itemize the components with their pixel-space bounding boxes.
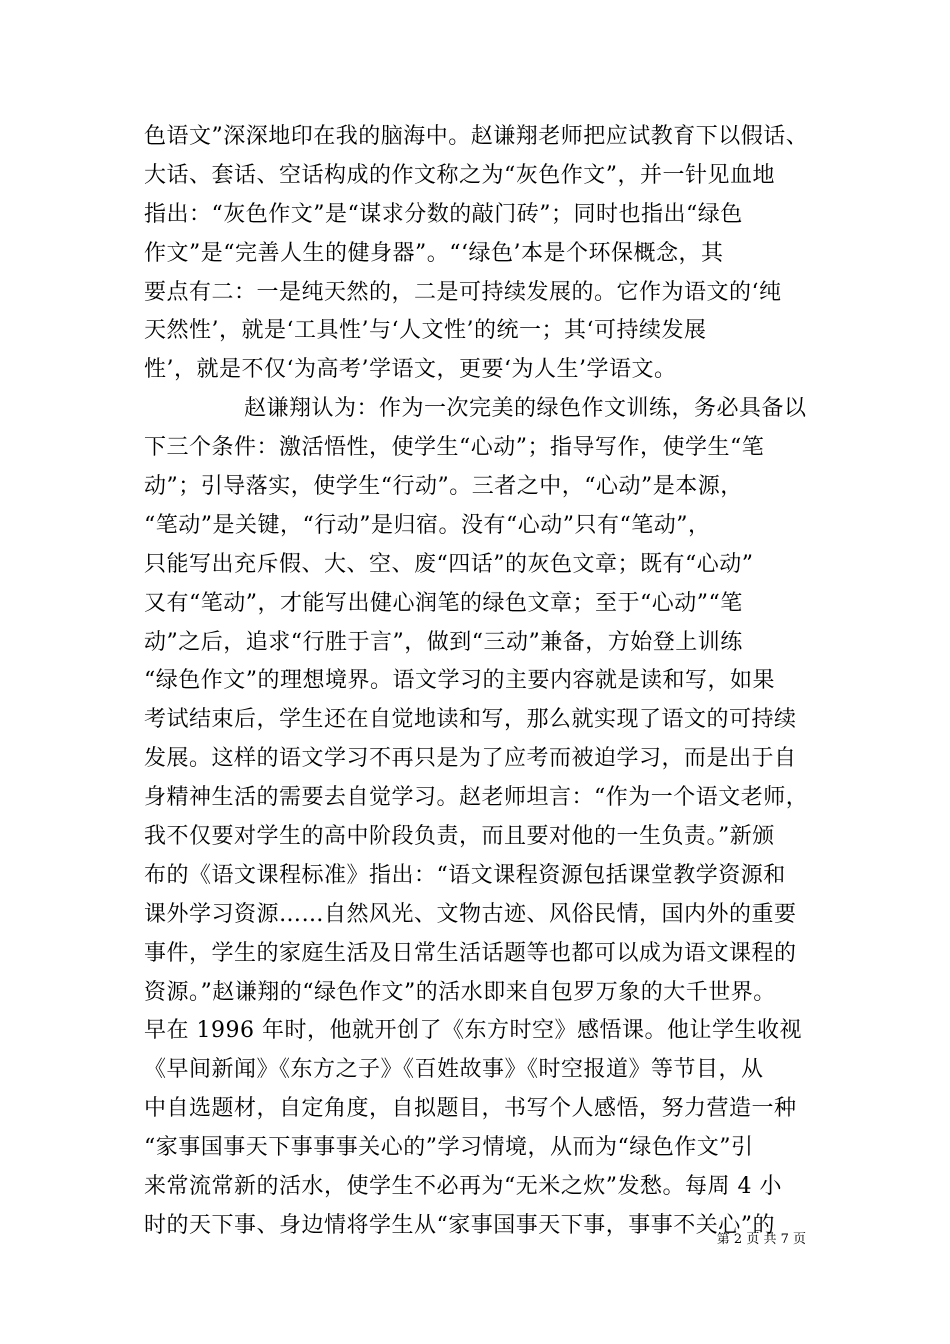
text-line: 来常流常新的活水，使学生不必再为“无米之炊”发愁。每周 4 小 [144,1174,782,1200]
body-text [144,118,824,1246]
text-line: 早在 1996 年时，他就开创了《东方时空》感悟课。他让学生收视 [144,1018,802,1044]
page-number: 第 2 页 共 7 页 [716,1232,806,1247]
text-line: 又有“笔动”，才能写出健心润笔的绿色文章；至于“心动”“笔 [144,590,743,616]
text-line: 大话、套话、空话构成的作文称之为“灰色作文”，并一针见血地 [144,162,775,188]
text-line: 动”；引导落实，使学生“行动”。三者之中，“心动”是本源， [144,474,743,500]
text-line: 中自选题材，自定角度，自拟题目，书写个人感悟，努力营造一种 [144,1096,797,1122]
text-line: 动”之后，追求“行胜于言”，做到“三动”兼备，方始登上训练 [144,629,743,655]
text-line: 资源。”赵谦翔的“绿色作文”的活水即来自包罗万象的大千世界。 [144,979,776,1005]
text-line: 时的天下事、身边情将学生从“家事国事天下事，事事不关心”的 [144,1212,775,1238]
paragraph-first-line: 赵谦翔认为：作为一次完美的绿色作文训练，务必具备以 [244,396,807,422]
text-line: 发展。这样的语文学习不再只是为了应考而被迫学习，而是出于自 [144,746,797,772]
text-line: 天然性’，就是‘工具性’与‘人文性’的统一；其‘可持续发展 [144,318,707,344]
text-line: 《早间新闻》《东方之子》《百姓故事》《时空报道》等节目，从 [144,1057,764,1083]
text-line: “绿色作文”的理想境界。语文学习的主要内容就是读和写，如果 [144,668,775,694]
text-line: 只能写出充斥假、大、空、废“四话”的灰色文章；既有“心动” [144,551,754,577]
text-line: “家事国事天下事事事关心的”学习情境，从而为“绿色作文”引 [144,1135,754,1161]
text-line: 下三个条件：激活悟性，使学生“心动”；指导写作，使学生“笔 [144,435,765,461]
text-line: 作文”是“完善人生的健身器”。“‘绿色’本是个环保概念，其 [144,240,724,266]
text-line: 身精神生活的需要去自觉学习。赵老师坦言：“作为一个语文老师， [144,785,809,811]
text-line: 布的《语文课程标准》指出：“语文课程资源包括课堂教学资源和 [144,862,786,888]
text-line: “笔动”是关键，“行动”是归宿。没有“心动”只有“笔动”， [144,512,711,538]
text-line: 课外学习资源……自然风光、文物古迹、风俗民情，国内外的重要 [144,901,797,927]
text-line: 性’，就是不仅‘为高考’学语文，更要‘为人生’学语文。 [144,357,677,383]
text-line: 色语文”深深地印在我的脑海中。赵谦翔老师把应试教育下以假话、 [144,124,809,149]
text-line: 考试结束后，学生还在自觉地读和写，那么就实现了语文的可持续 [144,707,797,733]
text-line: 我不仅要对学生的高中阶段负责，而且要对他的一生负责。”新颁 [144,824,775,850]
text-line: 指出：“灰色作文”是“谋求分数的敲门砖”；同时也指出“绿色 [144,201,743,227]
text-line: 事件，学生的家庭生活及日常生活话题等也都可以成为语文课程的 [144,940,797,966]
text-line: 要点有二：一是纯天然的，二是可持续发展的。它作为语文的‘纯 [144,279,782,305]
